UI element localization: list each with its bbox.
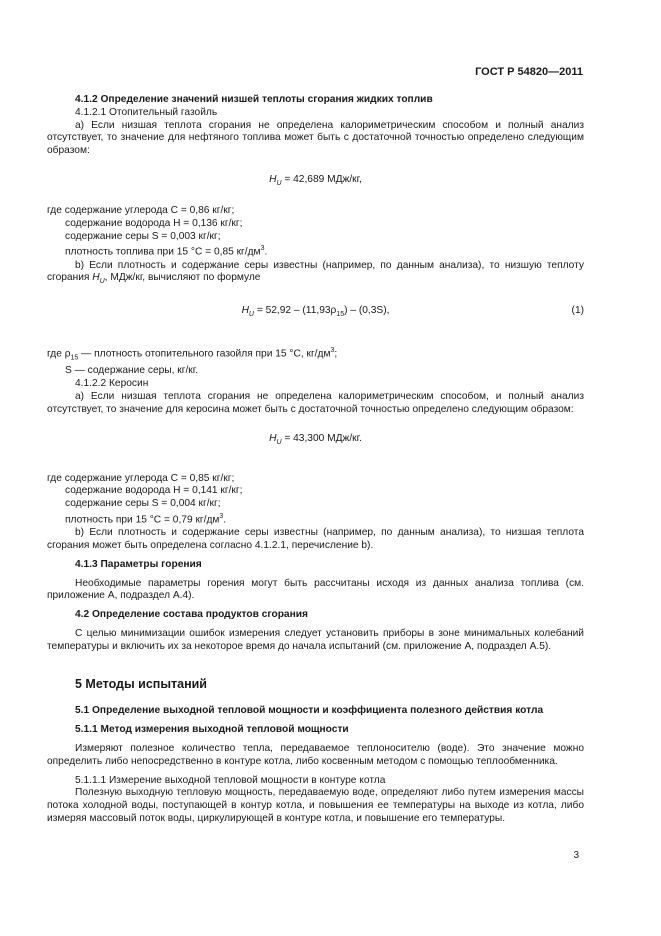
composition-hydrogen: содержание водорода H = 0,136 кг/кг; (65, 217, 243, 229)
composition-density: плотность топлива при 15 °C = 0,85 $кг/дм^3$. (65, 245, 268, 258)
document-id: ГОСТ Р 54820—2011 (475, 66, 583, 78)
paragraph-b: b) Если плотность и содержание серы известны (например, по данным анализа), то низшую теплоту сгорания $H_U$, МДж/кг, вычисляют по формуле (47, 259, 584, 286)
where-density: где $\rho_{15}$ — плотность отопительного газойля при 15 °C, $кг/дм^3$; (47, 347, 338, 362)
section-5-1-1-title: 5.1.1 Метод измерения выходной тепловой мощности (75, 724, 349, 736)
formula-1: $H_U = 52,92 - (11,93\rho_{15}) - (0,3S)$, (1) (241, 305, 584, 319)
section-4-1-2-1-title: 4.1.2.1 Отопительный газойль (75, 106, 218, 118)
section-4-1-2-title: 4.1.2 Определение значений низшей теплоты сгорания жидких топлив (75, 94, 433, 105)
section-4-2-title: 4.2 Определение состава продуктов сгорания (75, 609, 308, 621)
where-sulfur: S — содержание серы, кг/кг. (65, 365, 199, 377)
section-4-1-2-2-title: 4.1.2.2 Керосин (75, 378, 149, 390)
composition2-sulfur: содержание серы S = 0,004 кг/кг; (65, 498, 221, 510)
composition2-carbon: где содержание углерода C = 0,85 кг/кг; (47, 472, 235, 484)
section-4-1-3-title: 4.1.3 Параметры горения (75, 558, 202, 570)
formula-kerosene-value: $H_U = 43,300$ МДж/кг. (269, 432, 362, 446)
section-4-2-text: С целью минимизации ошибок измерения следует установить приборы в зоне минимальных колебаний температуры и включить их за некоторое время до начала испытаний (см. приложение А, подраздел А.5). (47, 628, 584, 652)
section-5-title: 5 Методы испытаний (75, 676, 207, 691)
paragraph-a: а) Если низшая теплота сгорания не определена калориметрическим способом и полный анализ отсутствует, то значение для нефтяного топлива может быть с достаточной точностью определено следующим образом: (47, 119, 584, 157)
section-5-1-1-1-text: Полезную выходную тепловую мощность, передаваемую воде, определяют либо путем измерения массы потока холодной воды, поступающей в контур котла, и повышения ее температуры на выходе из котла, либо измеряя массовый поток воды, циркулирующей в контуре котла, и повышение его температуры. (47, 787, 584, 825)
composition-carbon: где содержание углерода C = 0,86 кг/кг; (47, 205, 235, 217)
paragraph-b-kerosene: b) Если плотность и содержание серы известны (например, по данным анализа), то низшая теплота сгорания может быть определена согласно 4.1.2.1, перечисление b). (47, 527, 584, 552)
section-4-1-3-text: Необходимые параметры горения могут быть рассчитаны исходя из данных анализа топлива (см. приложение А, подраздел А.4). (47, 577, 584, 602)
formula-gasoil-value: $H_U = 42,689$ МДж/кг, (269, 173, 362, 188)
paragraph-a-kerosene: а) Если низшая теплота сгорания не определена калориметрическим способом, и полный анализ отсутствует, то значение для керосина может быть с достаточной точностью определено следующим образом: (47, 391, 584, 415)
page-number: 3 (573, 850, 579, 861)
formula-number: (1) (571, 305, 584, 317)
composition2-density: плотность при 15 °C = 0,79 $кг/дм^3$. (65, 513, 227, 526)
section-5-1-1-1-title: 5.1.1.1 Измерение выходной тепловой мощности в контуре котла (75, 774, 386, 786)
composition-sulfur: содержание серы S = 0,003 кг/кг; (65, 230, 221, 242)
page-content (47, 94, 584, 826)
section-5-1-1-text: Измеряют полезное количество тепла, передаваемое теплоносителю (воде). Это значение можно определить либо непосредственно в контуре котла, либо косвенным методом с помощью теплообменника. (47, 743, 584, 767)
composition2-hydrogen: содержание водорода H = 0,141 кг/кг; (65, 485, 243, 497)
section-5-1-title: 5.1 Определение выходной тепловой мощности и коэффициента полезного действия котла (75, 705, 544, 717)
